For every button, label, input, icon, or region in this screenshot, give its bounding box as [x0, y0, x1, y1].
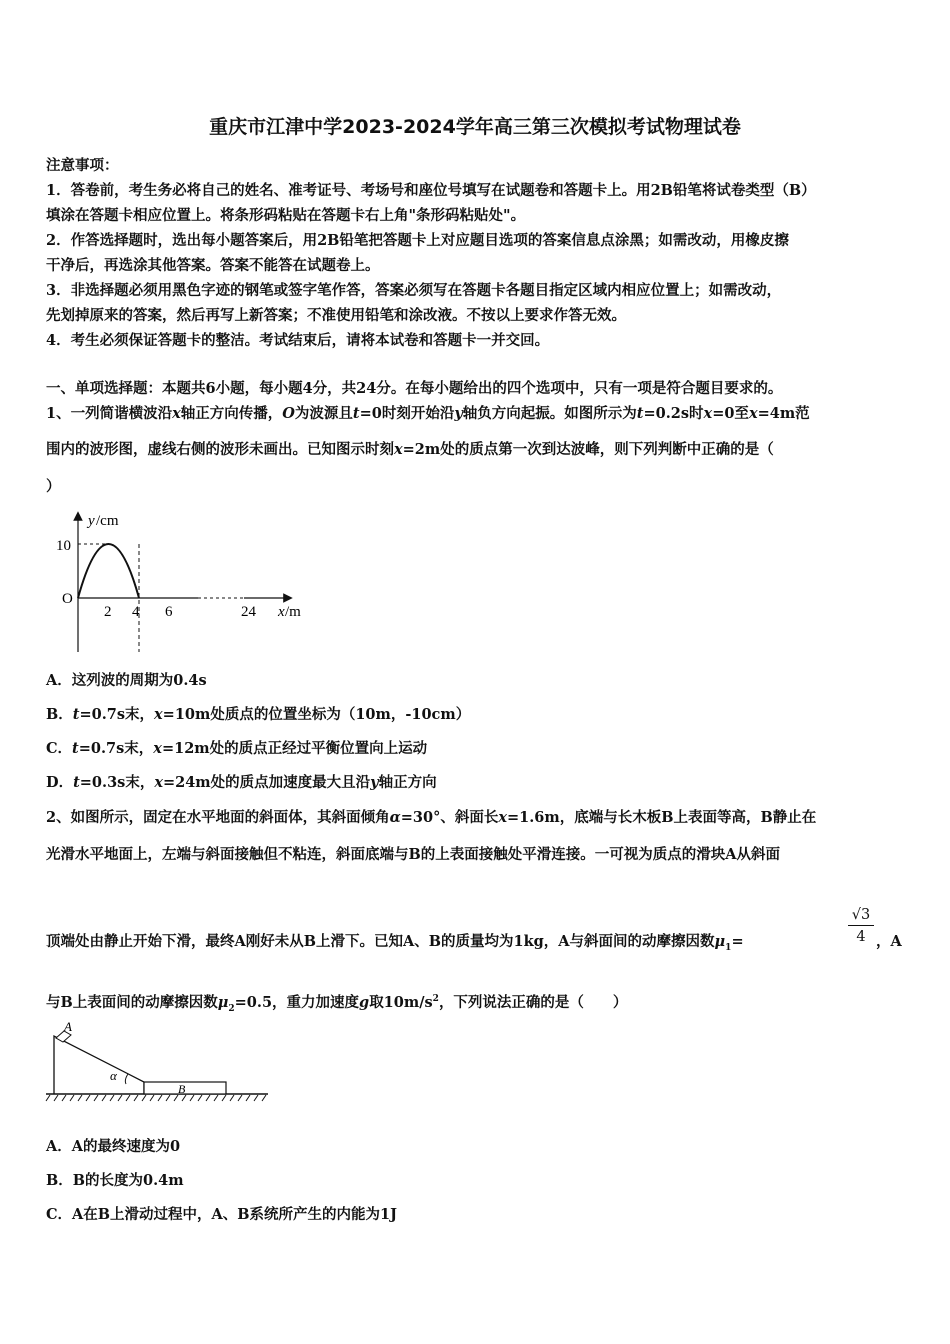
q2-option-c: C．A在B上滑动过程中，A、B系统所产生的内能为1J — [46, 1206, 398, 1223]
fraction-numerator: √3 — [848, 905, 874, 926]
board-b-label: B — [178, 1082, 186, 1096]
q2-incline-figure — [44, 1018, 274, 1108]
y-axis-unit: /cm — [96, 513, 119, 529]
q2-option-b: B．B的长度为0.4m — [46, 1172, 184, 1189]
q1-stem-line: ） — [46, 478, 61, 495]
origin-label: O — [62, 591, 73, 607]
mu1-fraction — [848, 905, 874, 948]
q1-stem-line: 围内的波形图，虚线右侧的波形未画出。已知图示时刻x=2m处的质点第一次到达波峰，则下列判断中正确的是（ — [46, 441, 774, 458]
q1-stem-line: 1、一列简谐横波沿x轴正方向传播，O为波源且t=0时刻开始沿y轴负方向起振。如图所示为t=0.2s时x=0至x=4m范 — [46, 405, 810, 422]
ground-hatching — [46, 1095, 266, 1101]
angle-label: α — [110, 1068, 117, 1083]
x-tick-label: 2 — [104, 604, 112, 620]
x-tick-label: 4 — [132, 604, 140, 620]
q1-wave-graph — [48, 508, 318, 656]
q2-stem-line: 光滑水平地面上，左端与斜面接触但不粘连，斜面底端与B的上表面接触处平滑连接。一可视为质点的滑块A从斜面 — [46, 846, 781, 863]
y-tick-label: 10 — [56, 538, 71, 554]
notice-heading: 注意事项： — [46, 157, 119, 174]
notice-line: 4．考生必须保证答题卡的整洁。考试结束后，请将本试卷和答题卡一并交回。 — [46, 332, 550, 349]
notice-line: 3．非选择题必须用黑色字迹的钢笔或签字笔作答，答案必须写在答题卡各题目指定区域内相应位置上；如需改动， — [46, 282, 782, 299]
x-tick-label: 6 — [165, 604, 173, 620]
notice-line: 2．作答选择题时，选出每小题答案后，用2B铅笔把答题卡上对应题目选项的答案信息点涂黑；如需改动，用橡皮擦 — [46, 232, 789, 249]
x-axis-label: x — [278, 604, 285, 620]
q2-stem-line-end: ，A — [876, 933, 902, 950]
notice-line: 填涂在答题卡相应位置上。将条形码粘贴在答题卡右上角"条形码粘贴处"。 — [46, 207, 526, 224]
fraction-denominator: 4 — [856, 929, 866, 945]
q2-stem-line: 顶端处由静止开始下滑，最终A刚好未从B上滑下。已知A、B的质量均为1kg，A与斜面间的动摩擦因数$\mu_1=$ — [46, 933, 744, 953]
notice-line: 干净后，再选涂其他答案。答案不能答在试题卷上。 — [46, 257, 380, 274]
q1-option-d: D．t=0.3s末，x=24m处的质点加速度最大且沿y轴正方向 — [46, 774, 437, 791]
q2-stem-line: 2、如图所示，固定在水平地面的斜面体，其斜面倾角α=30°、斜面长x=1.6m，底端与长木板B上表面等高，B静止在 — [46, 809, 817, 826]
q1-option-b: B．t=0.7s末，x=10m处质点的位置坐标为（10m，-10cm） — [46, 706, 471, 723]
q1-option-c: C．t=0.7s末，x=12m处的质点正经过平衡位置向上运动 — [46, 740, 428, 757]
q2-option-a: A．A的最终速度为0 — [46, 1138, 181, 1155]
q2-stem-line: 与B上表面间的动摩擦因数$\mu_2=0.5$，重力加速度g取$10m/s^2$，下列说法正确的是（ ） — [46, 994, 628, 1014]
incline — [54, 1036, 144, 1094]
notice-line: 先划掉原来的答案，然后再写上新答案；不准使用铅笔和涂改液。不按以上要求作答无效。 — [46, 307, 626, 324]
q1-option-a: A．这列波的周期为0.4s — [46, 672, 207, 689]
y-axis-label: y — [88, 513, 95, 529]
x-axis-unit: /m — [285, 604, 301, 620]
page-title: 重庆市江津中学2023-2024学年高三第三次模拟考试物理试卷 — [209, 116, 741, 138]
notice-line: 1．答卷前，考生务必将自己的姓名、准考证号、考场号和座位号填写在试题卷和答题卡上。用2B铅笔将试卷类型（B） — [46, 182, 816, 199]
section-heading: 一、单项选择题：本题共6小题，每小题4分，共24分。在每小题给出的四个选项中，只有一项是符合题目要求的。 — [46, 380, 783, 397]
x-tick-label: 24 — [241, 604, 256, 620]
wave-curve — [78, 544, 139, 598]
block-a-label: A — [64, 1019, 72, 1034]
angle-arc — [125, 1074, 128, 1084]
